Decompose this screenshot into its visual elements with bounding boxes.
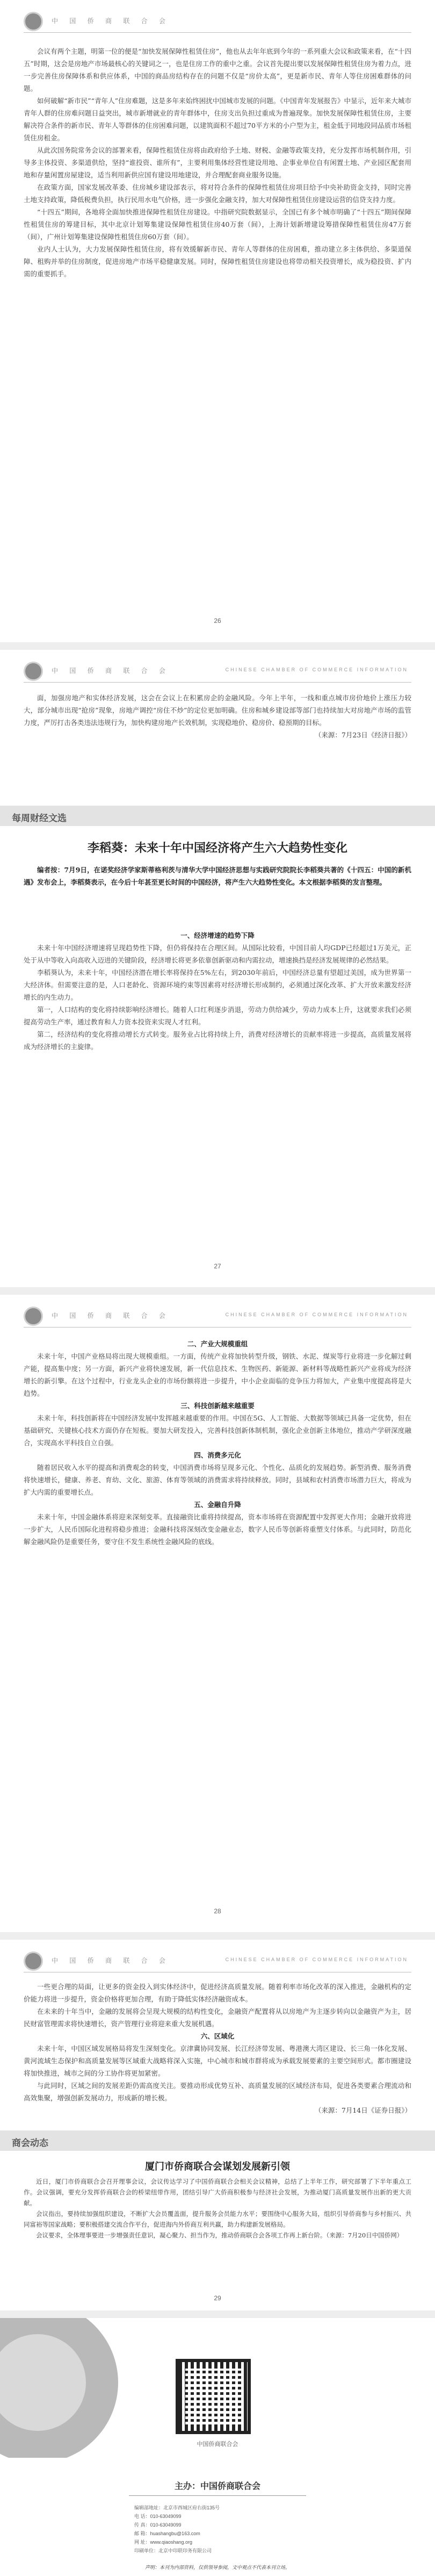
emblem-icon	[24, 1307, 43, 1326]
source-note: （来源：7月14日《证券日报》）	[314, 2106, 411, 2114]
sub-heading: 三、科技创新越来越重要	[180, 1402, 255, 1410]
emblem-icon	[24, 662, 43, 681]
section-title: 商会动态	[12, 2138, 48, 2148]
notice: 声明：本刊为内部资料，仅供领导参阅，文中观点不代表本刊立场。	[144, 2565, 290, 2570]
page-gap	[0, 642, 435, 650]
contact-info	[134, 2503, 371, 2555]
page-header	[24, 659, 411, 683]
editor-note-text: 编者按：7月9日，在诺奖经济学家斯蒂格利茨与清华大学中国经济思想与实践研究院院长李稻葵共著的《十四五：中国的新机遇》发布会上，李稻葵表示，在今后十年甚至更长时间的中国经济，将产生六大趋势性变化。本文根据李稻葵的发言整理。	[24, 866, 411, 886]
sub-heading: 五、金融自升降	[194, 1501, 241, 1509]
sub-heading: 四、消费多元化	[194, 1451, 241, 1459]
page-number: 26	[214, 617, 221, 625]
page29-top	[24, 1981, 411, 2116]
paragraph: 会议指出，要持续加强组织建设，不断扩大会员覆盖面，提升服务会员能力水平；要围绕中心服务大局，组织引导侨商参与乡村振兴、共同富裕等国家战略；要积极搭建交流合作平台，促进海内外侨商互利共赢，助力构建新发展格局。	[24, 2210, 411, 2228]
paragraph: 会议要求，全体理事要进一步增强责任意识，凝心聚力、担当作为，推动侨商联合会各项工作再上新台阶。（来源：7月20日中国侨网）	[36, 2231, 403, 2239]
header-title: 中 国 侨 商 联 合 会	[52, 17, 171, 25]
article-title: 李稻葵：未来十年中国经济将产生六大趋势性变化	[87, 841, 347, 855]
page-number: 28	[214, 1907, 221, 1915]
paragraph: 未来十年，科技创新将在中国经济发展中发挥越来越重要的作用。中国在5G、人工智能、大数据等领域已具备一定优势，但在基础研究、关键核心技术方面仍存在短板。要加大研发投入，完善科技创新体制机制，强化企业创新主体地位，推动产学研深度融合，实现高水平科技自立自强。	[24, 1414, 411, 1447]
paragraph: 随着居民收入水平的提高和消费观念的转变，中国消费市场将呈现多元化、个性化、品质化的发展趋势。新型消费、服务消费将快速增长，健康、养老、育幼、文化、旅游、体育等领域的消费需求将持续释放。同时，县域和农村消费市场潜力巨大，将成为扩大内需的重要增长点。	[24, 1463, 411, 1496]
header-title: 中 国 侨 商 联 合 会	[52, 667, 171, 675]
page-28	[0, 1295, 435, 1932]
section-title: 每周财经文选	[12, 813, 67, 823]
info-line: 电 话：010-63049099	[134, 2514, 182, 2519]
qr-caption: 中国侨商联合会	[197, 2441, 238, 2448]
header-subtitle: CHINESE CHAMBER OF COMMERCE INFORMATION	[225, 667, 408, 672]
info-line: 传 真：010-63049099	[134, 2522, 182, 2528]
source-note: （来源：7月23日《经济日报》）	[314, 731, 411, 739]
paragraph: 李稻葵认为，未来十年，中国经济潜在增长率将保持在5%左右，到2030年前后，中国经济总量有望超过美国，成为世界第一大经济体。但需要注意的是，人口老龄化、资源环境约束等因素将对经济增长形成制约，必须通过深化改革、扩大开放来激发经济增长的内生动力。	[24, 968, 411, 1001]
paragraph: “十四五”期间，各地将全面加快推进保障性租赁住房建设。中指研究院数据显示，全国已有多个城市明确了“十四五”期间保障性租赁住房的筹建目标，其中北京计划筹集建设保障性租赁住房40万套（间），上海计划新增建设筹措保障性租赁住房47万套（间），广州计划筹集建设保障性租赁住房60万套（间）。	[24, 208, 411, 241]
info-line: 网 址：www.qiaoshang.org	[134, 2539, 193, 2545]
page-gap	[0, 1287, 435, 1295]
page-gap	[0, 1932, 435, 1940]
paragraph: 如何破解“新市民”“青年人”住房难题，这是多年来始终困扰中国城市发展的问题。《中国青年发展报告》中显示，近年来大城市青年人群的住房难问题日益突出，城市新增就业的青年群体中，住房支出负担过重成为普遍现象。加快发展保障性租赁住房，主要解决符合条件的新市民、青年人等群体的住房困难问题，以建筑面积不超过70平方米的小户型为主，租金低于同地段同品质市场租赁住房租金。	[24, 97, 411, 142]
page-gap	[0, 2310, 435, 2318]
paragraph: 从此次国务院常务会议的部署来看，保障性租赁住房将由政府给予土地、财税、金融等政策支持，充分发挥市场机制作用，引导多主体投资、多渠道供给，坚持“谁投资、谁所有”，主要利用集体经营性建设用地、企事业单位自有闲置土地、产业园区配套用地和存量闲置房屋建设，适当利用新供应国有建设用地建设，并合理配套商业服务设施。	[24, 146, 411, 179]
page27-continuation	[24, 692, 411, 741]
page-header	[24, 10, 411, 33]
paragraph: 与此同时，区域之间的发展差距仍需高度关注。要推动形成优势互补、高质量发展的区域经济布局，促进各类要素合理流动和高效集聚，增强创新发展动力，形成新的增长极。	[24, 2082, 411, 2102]
paragraph: 未来十年，中国产业格局将出现大规模重组。一方面，传统产业将加快转型升级，钢铁、水泥、煤炭等行业将进一步化解过剩产能，提高集中度；另一方面，新兴产业将快速发展，新一代信息技术、生物医药、新能源、新材料等战略性新兴产业将成为经济增长的新引擎。在这个过程中，行业龙头企业的市场份额将进一步提升，中小企业面临的竞争压力将加大，产业集中度提高将是大趋势。	[24, 1352, 411, 1397]
paragraph: 第二，经济结构的变化将推动增长方式转变。服务业占比将持续上升，消费对经济增长的贡献率将进一步提高，高质量发展将成为经济增长的主旋律。	[24, 1030, 411, 1051]
page-number: 27	[214, 1262, 221, 1270]
sub-heading: 六、区域化	[200, 2032, 235, 2040]
section-bar	[0, 806, 435, 826]
divider	[129, 2495, 306, 2496]
info-line: 编辑部地址：北京市西城区府右街135号	[134, 2505, 220, 2510]
paragraph: 面，加强房地产和实体经济发展，这会在会议上在积累房企的金融风险。今年上半年，一线和重点城市房价地价上涨压力较大，部分城市出现“抢房”现象，房地产调控“房住不炒”的定位更加明确。住房和城乡建设部等部门也持续加大对房地产市场的监管力度，严厉打击各类违法违规行为，加快构建房地产长效机制，实现稳地价、稳房价、稳预期的目标。	[24, 694, 411, 727]
emblem-icon	[24, 12, 43, 31]
section-bar	[0, 2130, 435, 2151]
header-title: 中 国 侨 商 联 合 会	[52, 1957, 171, 1964]
page26-body	[24, 45, 411, 280]
paragraph: 近日，厦门市侨商联合会召开理事会议，会议传达学习了中国侨商联合会相关会议精神，总结了上半年工作，研究部署了下半年重点工作。会议强调，要充分发挥侨商联合会的桥梁纽带作用，团结引导广大侨商积极参与经济社会发展，为推动厦门高质量发展作出新的更大贡献。	[24, 2178, 411, 2207]
emblem-icon	[24, 1951, 43, 1971]
sponsor: 主办：中国侨商联合会	[174, 2482, 260, 2491]
info-line: 印刷单位：北京中印联印务有限公司	[134, 2548, 212, 2553]
page-29	[0, 1940, 435, 2310]
paragraph: 会议有两个主题，明第一位的便是“加快发展保障性租赁住房”，他也从去年年底到今年的一系列重大会议和政策来看，在“十四五”时期，这会是房地产市场最核心的关键词之一，也是住房工作的重中之重。会议首先提出要以发展保障性租赁住房为着力点，进一步完善住房保障体系和供应体系，中国的商品房结构存在的问题不仅是“房价太高”，更是新市民、青年人等住房困难群体的问题。	[24, 47, 411, 92]
page27-body	[24, 929, 411, 1053]
paragraph: 第一，人口结构的变化将持续影响经济增长。随着人口红利逐步消退，劳动力供给减少，劳动力成本上升，这就要求我们必须提高劳动生产率，通过教育和人力资本投资来实现人才红利。	[24, 1006, 411, 1026]
qr-code-icon[interactable]	[176, 2359, 251, 2434]
paragraph: 业内人士认为，大力发展保障性租赁住房，将有效缓解新市民、青年人等群体的住房困难，推动建立多主体供给、多渠道保障、租购并举的住房制度，促进房地产市场平稳健康发展。同时，保障性租赁住房建设也将带动相关投资增长，成为稳投资、扩内需的重要抓手。	[24, 245, 411, 278]
page-header	[24, 1949, 411, 1972]
page28-body	[24, 1338, 411, 1548]
header-subtitle: CHINESE CHAMBER OF COMMERCE INFORMATION	[225, 1957, 408, 1962]
page29-body	[24, 2176, 411, 2241]
back-cover	[0, 2318, 435, 2576]
page-27	[0, 650, 435, 1287]
article-title: 厦门市侨商联合会谋划发展新引领	[145, 2161, 290, 2172]
paragraph: 未来十年，中国金融体系将迎来深刻变革。直接融资比重将持续提高，资本市场将在资源配置中发挥更大作用；金融开放将进一步扩大，人民币国际化进程将稳步推进；金融科技将深刻改变金融业态，数字人民币等创新将重塑支付体系。与此同时，防范化解金融风险仍是重要任务，要守住不发生系统性金融风险的底线。	[24, 1513, 411, 1546]
logo-emblem-icon	[0, 2318, 118, 2458]
paragraph: 在政策方面，国家发展改革委、住房城乡建设部表示，将对符合条件的保障性租赁住房项目给予中央补助资金支持，同时完善土地支持政策，降低税费负担，执行民用水电气价格，进一步强化金融支持，加大对保障性租赁住房建设运营的信贷支持力度。	[24, 183, 411, 204]
page-26	[0, 0, 435, 642]
page-header	[24, 1304, 411, 1328]
editor-note	[24, 864, 411, 888]
page-number: 29	[214, 2294, 221, 2302]
paragraph: 未来十年中国经济增速将呈现趋势性下降，但仍将保持在合理区间。从国际比较看，中国目前人均GDP已经超过1万美元，正处于从中等收入向高收入迈进的关键阶段，经济增长将更多依靠创新驱动和内需拉动，增速换挡是经济发展规律的必然结果。	[24, 944, 411, 964]
paragraph: 在未来的十年当中，金融的发展将会呈现大规模的结构性变化，金融资产配置将从以房地产为主逐步转向以金融资产为主，居民财富管理需求将快速增长，资产管理行业将迎来重大发展机遇。	[24, 2007, 411, 2028]
header-subtitle: CHINESE CHAMBER OF COMMERCE INFORMATION	[225, 1312, 408, 1317]
sub-heading: 二、产业大规模重组	[187, 1340, 248, 1348]
paragraph: 未来十年，中国区域发展格局将发生深刻变化。京津冀协同发展、长江经济带发展、粤港澳大湾区建设、长三角一体化发展、黄河流域生态保护和高质量发展等区域重大战略将深入实施，中心城市和城市群将成为承载发展要素的主要空间形式。都市圈建设将加快推进，城市之间的分工协作将更加紧密。	[24, 2044, 411, 2077]
info-line: 邮 箱：huashangbu@163.com	[134, 2531, 200, 2536]
sub-heading: 一、经济增速的趋势下降	[180, 931, 255, 939]
header-title: 中 国 侨 商 联 合 会	[52, 1312, 171, 1319]
paragraph: 一些更合理的局面，让更多的资金投入到实体经济中，促进经济高质量发展。随着利率市场化改革的深入推进，金融机构的定价能力将进一步提升，资金价格将更加合理，有助于降低实体经济融资成本。	[24, 1983, 411, 2003]
